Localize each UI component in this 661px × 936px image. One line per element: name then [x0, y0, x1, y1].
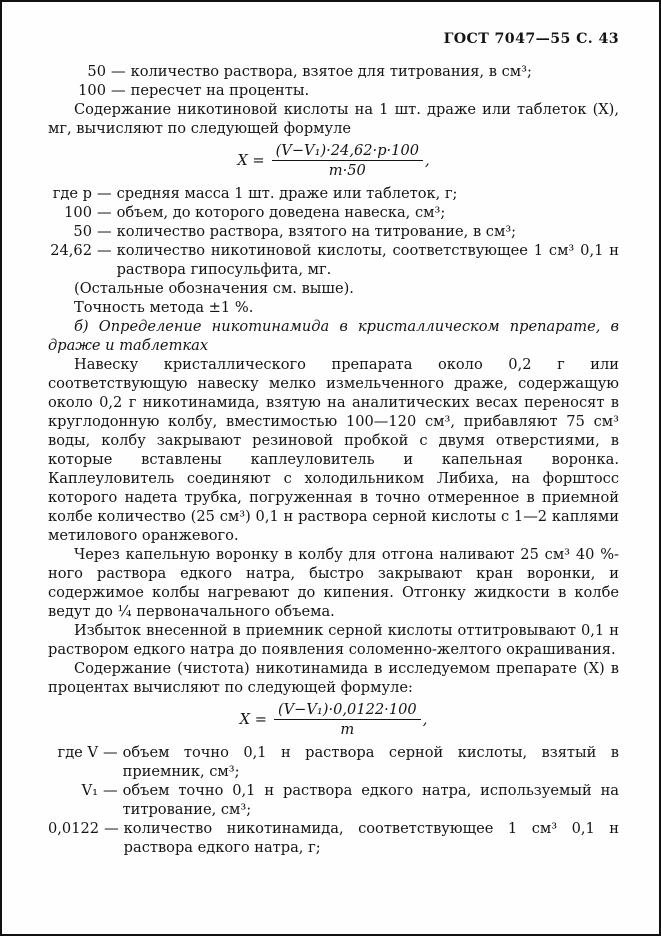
fraction [272, 142, 423, 179]
fraction [274, 701, 421, 738]
fraction-denominator: m·50 [328, 162, 366, 179]
formula-nicotinic-acid [48, 142, 619, 179]
definition-text: количество никотиновой кислоты, соответствующее 1 см³ 0,1 н раствора гипосульфита, мг. [116, 242, 619, 278]
definition-dash: — [97, 223, 112, 240]
paragraph-sample-preparation: Навеску кристаллического препарата около 0,2 г или соответствующую навеску мелко измельченного драже, содержащую около 0,2 г никотинамида, взятую на аналитических весах переносят в круглодонную колбу, вместимостью 100—120 см³, прибавляют 75 см³ воды, колбу закрывают резиновой пробкой с двумя отверстиями, в которые вставлены каплеуловитель и капельная воронка. Каплеуловитель соединяют с холодильником Либиха, на форштосс которого надета трубка, погруженная в точно отмеренное в приемной колбе количество (25 см³) 0,1 н раствора серной кислоты с 1—2 каплями метилового оранжевого. [48, 356, 619, 544]
intro-definition-list [48, 62, 619, 100]
definition-term: 50 [87, 63, 106, 80]
definition-text: количество раствора, взятого на титрование, в см³; [116, 223, 517, 240]
definition-dash: — [103, 782, 118, 799]
definition-dash: — [111, 82, 126, 99]
definition-term: 0,0122 [48, 820, 100, 837]
paragraph-nicotinamide-content-intro: Содержание (чистота) никотинамида в исследуемом препарате (X) в процентах вычисляют по следующей формуле: [48, 660, 619, 696]
page-header [48, 30, 619, 49]
fraction-denominator: m [340, 721, 355, 738]
fraction-numerator: (V−V₁)·24,62·p·100 [272, 142, 423, 161]
section-heading-b: б) Определение никотинамида в кристаллическом препарате, в драже и таблетках [48, 318, 619, 354]
paragraph-distillation: Через капельную воронку в колбу для отгона наливают 25 см³ 40 %-ного раствора едкого натра, быстро закрывают кран воронки, и содержимое колбы нагревают до кипения. Отгонку жидкости в колбе ведут до ¼ первоначального объема. [48, 546, 619, 620]
formula-lhs: X = [237, 152, 265, 169]
formula-nicotinamide [48, 701, 619, 738]
definition-text: пересчет на проценты. [130, 82, 310, 99]
formula-lhs: X = [239, 711, 267, 728]
formula-trailing-comma: , [425, 152, 430, 169]
def-row-100-percent [48, 81, 619, 100]
definition-dash: — [111, 63, 126, 80]
header-title: ГОСТ 7047—55 С. 43 [443, 31, 619, 47]
definition-text: средняя масса 1 шт. драже или таблеток, г; [116, 185, 458, 202]
def-row-p-mass [48, 184, 619, 203]
definition-text: количество раствора, взятое для титрования, в см³; [130, 63, 532, 80]
definition-term: где V [57, 744, 98, 761]
definition-list-formula1 [48, 184, 619, 279]
def-row-100-volume [48, 203, 619, 222]
def-row-V1-naoh [48, 781, 619, 819]
definition-text: количество никотинамида, соответствующее 1 см³ 0,1 н раствора едкого натра, г; [123, 820, 619, 856]
definition-text: объем точно 0,1 н раствора серной кислоты, взятый в приемник, см³; [122, 744, 619, 780]
definition-term: 50 [73, 223, 92, 240]
definition-term: 100 [78, 82, 106, 99]
definition-dash: — [104, 820, 119, 837]
note-other-designations: (Остальные обозначения см. выше). [74, 280, 354, 297]
definition-dash: — [103, 744, 118, 761]
definition-term: где p [52, 185, 92, 202]
definition-term: 24,62 [50, 242, 92, 259]
paragraph-nicotinic-acid-intro: Содержание никотиновой кислоты на 1 шт. драже или таблеток (X), мг, вычисляют по следующей формуле [48, 101, 619, 137]
definition-dash: — [97, 185, 112, 202]
paragraph-titration: Избыток внесенной в приемник серной кислоты оттитровывают 0,1 н раствором едкого натра до появления соломенно-желтого окрашивания. [48, 622, 619, 658]
definition-text: объем, до которого доведена навеска, см³; [116, 204, 446, 221]
document-body [48, 62, 619, 857]
def-row-2462-amount [48, 241, 619, 279]
definition-term: 100 [64, 204, 92, 221]
def-row-50-titration [48, 62, 619, 81]
note-method-accuracy: Точность метода ±1 %. [74, 299, 254, 316]
def-row-50-solution [48, 222, 619, 241]
def-row-V-sulfuric [48, 743, 619, 781]
def-row-00122-amount [48, 819, 619, 857]
definition-term: V₁ [81, 782, 98, 799]
definition-dash: — [97, 204, 112, 221]
fraction-numerator: (V−V₁)·0,0122·100 [274, 701, 421, 720]
definition-text: объем точно 0,1 н раствора едкого натра, используемый на титрование, см³; [122, 782, 619, 818]
definition-list-formula2 [48, 743, 619, 857]
definition-dash: — [97, 242, 112, 259]
formula-trailing-comma: , [422, 711, 428, 728]
